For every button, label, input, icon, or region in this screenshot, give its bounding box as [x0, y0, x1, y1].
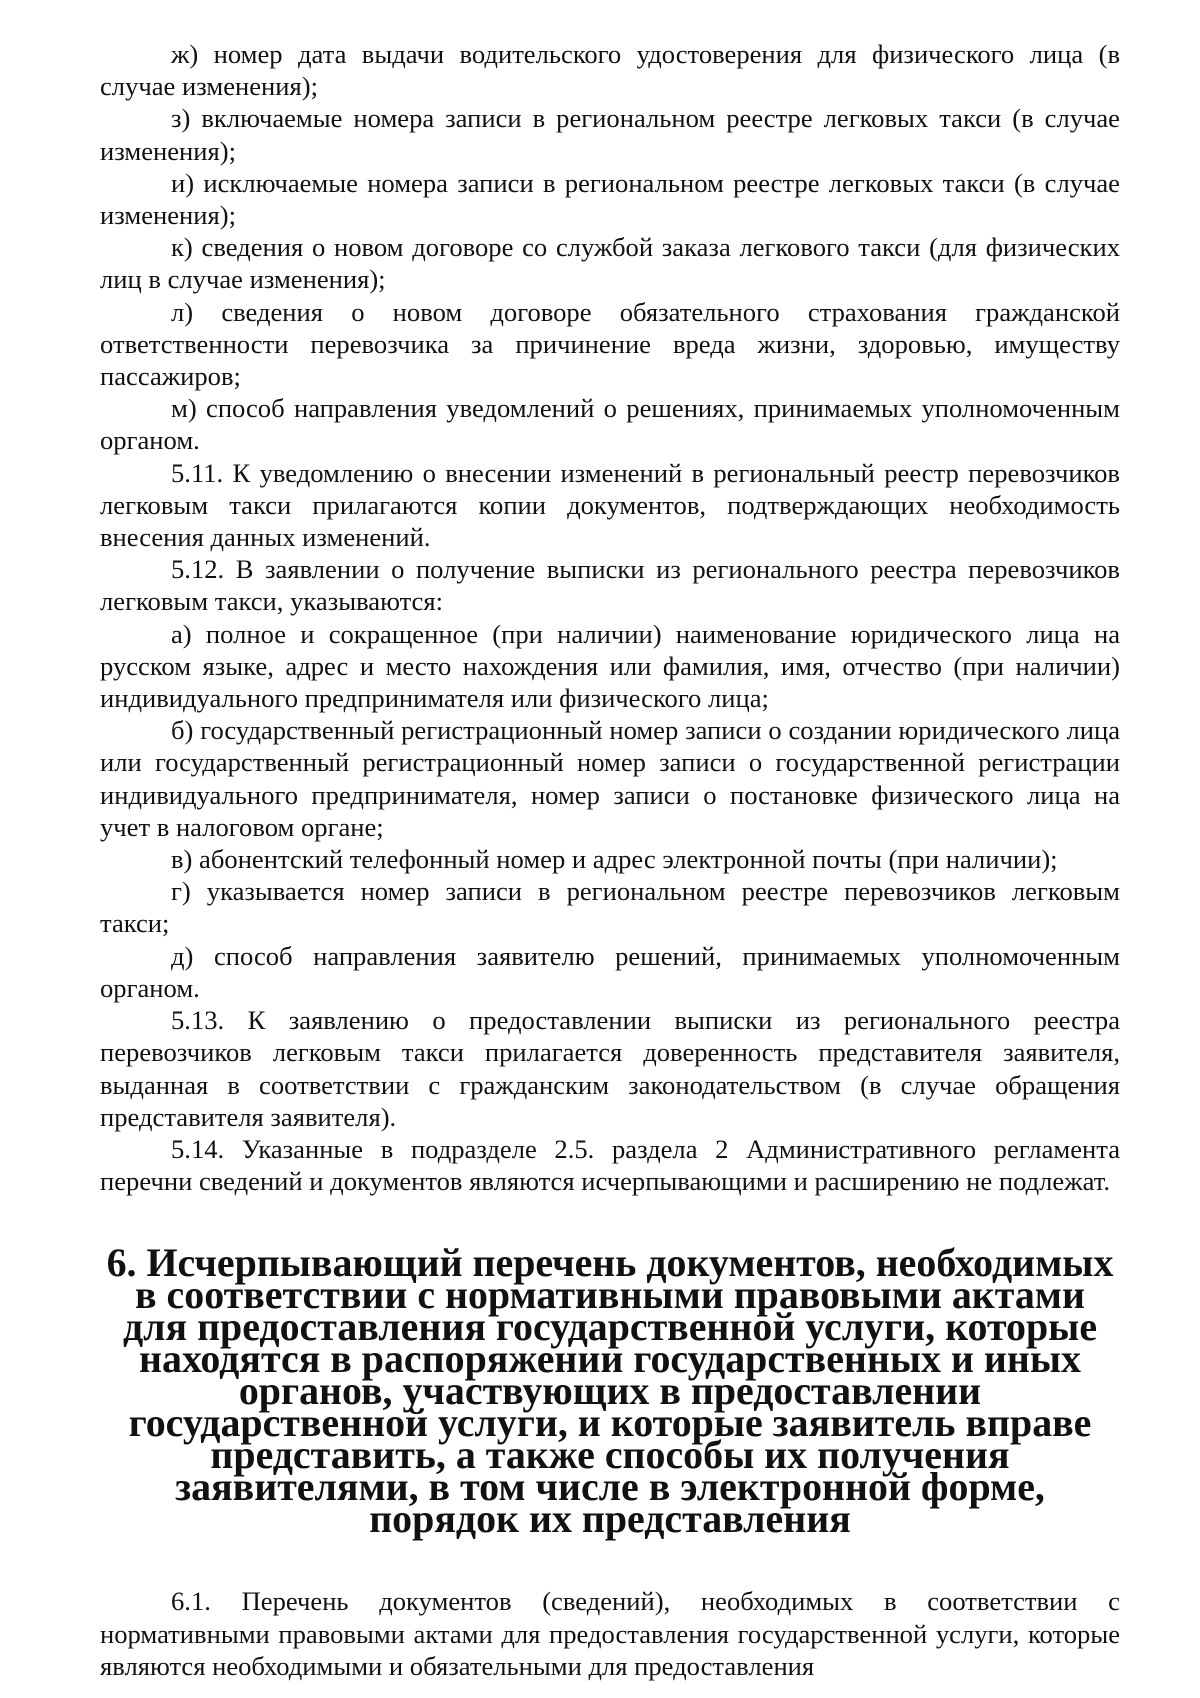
paragraph-item-v: в) абонентский телефонный номер и адрес электронной почты (при наличии);	[171, 844, 1058, 875]
section-6-heading: 6. Исчерпывающий перечень документов, необходимых в соответствии с нормативными правовыми актами для предоставления государственной услуги, которые находятся в распоряжении государственных и иных органов, участвующих в предоставлении государственной услуги, и которые заявитель вправе представить, а также способы их получения заявителями, в том числе в электронной форме, порядок их представления	[106, 1240, 1114, 1542]
paragraph-item-d: д) способ направления заявителю решений, принимаемых уполномоченным органом.	[100, 940, 1120, 1003]
paragraph-item-z: з) включаемые номера записи в региональном реестре легковых такси (в случае изменения);	[100, 103, 1120, 166]
paragraph-item-a: а) полное и сокращенное (при наличии) наименование юридического лица на русском языке, адрес и место нахождения или фамилия, имя, отчество (при наличии) индивидуального предпринимателя или физического лица;	[100, 618, 1120, 714]
paragraph-item-k: к) сведения о новом договоре со службой заказа легкового такси (для физических лиц в случае изменения);	[100, 232, 1120, 295]
paragraph-item-m: м) способ направления уведомлений о решениях, принимаемых уполномоченным органом.	[100, 393, 1120, 456]
paragraph-5-11: 5.11. К уведомлению о внесении изменений в региональный реестр перевозчиков легковым такси прилагаются копии документов, подтверждающих необходимость внесения данных изменений.	[100, 457, 1120, 553]
paragraph-item-i: и) исключаемые номера записи в региональном реестре легковых такси (в случае изменения);	[100, 167, 1120, 231]
document-page	[100, 38, 1120, 1682]
paragraph-item-g: г) указывается номер записи в региональном реестре перевозчиков легковым такси;	[100, 876, 1120, 939]
paragraph-6-1: 6.1. Перечень документов (сведений), необходимых в соответствии с нормативными правовыми актами для предоставления государственной услуги, которые являются необходимыми и обязательными для предоставления	[100, 1586, 1120, 1681]
paragraph-5-13: 5.13. К заявлению о предоставлении выписки из регионального реестра перевозчиков легковым такси прилагается доверенность представителя заявителя, выданная в соответствии с гражданским законодательством (в случае обращения представителя заявителя).	[100, 1005, 1120, 1132]
paragraph-item-zh: ж) номер дата выдачи водительского удостоверения для физического лица (в случае изменения);	[100, 39, 1120, 102]
paragraph-item-b: б) государственный регистрационный номер записи о создании юридического лица или государственный регистрационный номер записи о государственной регистрации индивидуального предпринимателя, номер записи о постановке физического лица на учет в налоговом органе;	[100, 715, 1120, 842]
paragraph-5-12: 5.12. В заявлении о получение выписки из регионального реестра перевозчиков легковым такси, указываются:	[100, 554, 1120, 617]
paragraph-item-l: л) сведения о новом договоре обязательного страхования гражданской ответственности перевозчика за причинение вреда жизни, здоровью, имуществу пассажиров;	[100, 296, 1120, 392]
paragraph-5-14: 5.14. Указанные в подразделе 2.5. раздела 2 Административного регламента перечни сведений и документов являются исчерпывающими и расширению не подлежат.	[100, 1133, 1120, 1197]
